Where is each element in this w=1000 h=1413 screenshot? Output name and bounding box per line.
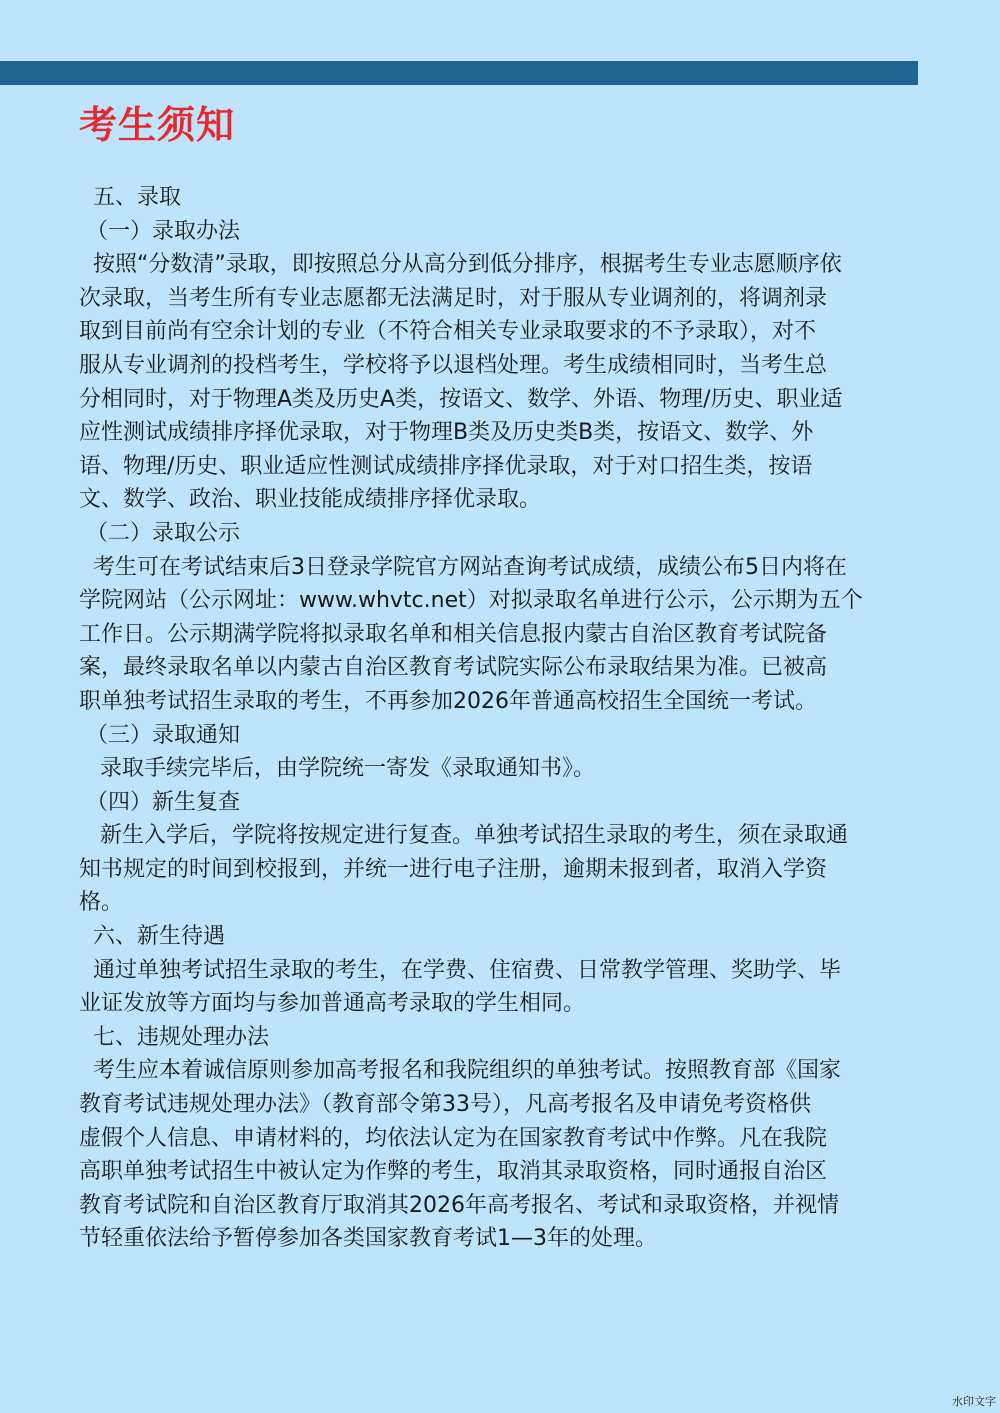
body-text-line: 服从专业调剂的投档考生，学校将予以退档处理。考生成绩相同时，当考生总 [79, 352, 828, 378]
body-text-line: 录取手续完毕后，由学院统一寄发《录取通知书》。 [79, 756, 595, 782]
body-text-line: 考生可在考试结束后3日登录学院官方网站查询考试成绩，成绩公布5日内将在 [79, 554, 847, 580]
body-text-line: 新生入学后，学院将按规定进行复查。单独考试招生录取的考生，须在录取通 [79, 823, 848, 849]
body-text-line: 应性测试成绩排序择优录取，对于物理B类及历史类B类，按语文、数学、外 [79, 420, 814, 446]
body-text-line: 知书规定的时间到校报到，并统一进行电子注册，逾期未报到者，取消入学资 [79, 856, 828, 882]
body-text-line: 五、录取 [79, 185, 181, 210]
body-text-line: 工作日。公示期满学院将拟录取名单和相关信息报内蒙古自治区教育考试院备 [79, 621, 828, 647]
notice-body [79, 181, 909, 1256]
body-text-line: 高职单独考试招生中被认定为作弊的考生，取消其录取资格，同时通报自治区 [79, 1159, 828, 1185]
body-text-line: 六、新生待遇 [79, 924, 225, 950]
body-text-line: 节轻重依法给予暂停参加各类国家教育考试1—3年的处理。 [79, 1226, 657, 1252]
watermark-text: 水印文字 [952, 1395, 996, 1408]
body-text-line: 虚假个人信息、申请材料的，均依法认定为在国家教育考试中作弊。凡在我院 [79, 1125, 828, 1151]
body-text-line: 格。 [79, 890, 124, 916]
body-text-line: 考生应本着诚信原则参加高考报名和我院组织的单独考试。按照教育部《国家 [79, 1058, 841, 1084]
body-text-line: 次录取，当考生所有专业志愿都无法满足时，对于服从专业调剂的，将调剂录 [79, 285, 828, 311]
body-text-line: 学院网站（公示网址：www.whvtc.net）对拟录取名单进行公示，公示期为五个 [79, 588, 863, 614]
body-text-line: 取到目前尚有空余计划的专业（不符合相关专业录取要求的不予录取），对不 [79, 319, 817, 345]
body-text-line: （一）录取办法 [79, 218, 240, 244]
body-text-line: 业证发放等方面均与参加普通高考录取的学生相同。 [79, 991, 586, 1017]
body-text-line: 通过单独考试招生录取的考生，在学费、住宿费、日常教学管理、奖助学、毕 [79, 957, 841, 983]
body-text-line: 七、违规处理办法 [79, 1024, 269, 1050]
body-text-line: （三）录取通知 [79, 722, 240, 748]
page-title: 考生须知 [79, 103, 236, 147]
body-text-line: 按照“分数清”录取，即按照总分从高分到低分排序，根据考生专业志愿顺序依 [79, 252, 842, 278]
body-text-line: 职单独考试招生录取的考生，不再参加2026年普通高校招生全国统一考试。 [79, 688, 817, 714]
body-text-line: 教育考试违规处理办法》（教育部令第33号），凡高考报名及申请免考资格供 [79, 1092, 811, 1118]
body-text-line: 语、物理/历史、职业适应性测试成绩排序择优录取，对于对口招生类，按语 [79, 453, 813, 479]
body-text-line: （二）录取公示 [79, 520, 240, 546]
top-header-bar [0, 61, 918, 85]
body-text-line: 案，最终录取名单以内蒙古自治区教育考试院实际公布录取结果为准。已被高 [79, 655, 828, 681]
body-text-line: 文、数学、政治、职业技能成绩排序择优录取。 [79, 487, 542, 513]
body-text-line: 分相同时，对于物理A类及历史A类，按语文、数学、外语、物理/历史、职业适 [79, 386, 843, 412]
body-text-line: （四）新生复查 [79, 789, 240, 815]
body-text-line: 教育考试院和自治区教育厅取消其2026年高考报名、考试和录取资格，并视情 [79, 1192, 839, 1218]
